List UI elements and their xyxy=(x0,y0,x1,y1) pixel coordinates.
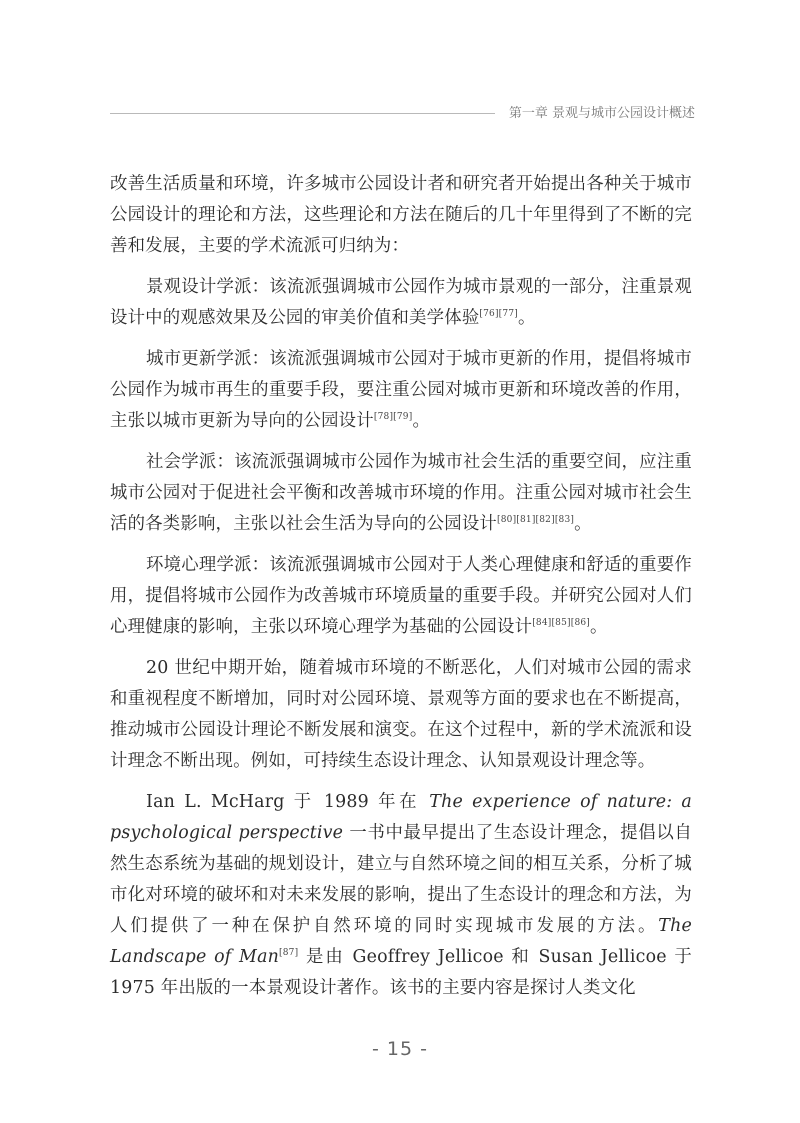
paragraph-mcharg xyxy=(110,787,692,1004)
paragraph-text: 一书中最早提出了生态设计理念，提倡以自然生态系统为基础的规划设计，建立与自然环境之间的相互关系，分析了城市化对环境的破坏和对未来发展的影响，提出了生态设计的理念和方法，为人们提供了一种在保护自然环境的同时实现城市发展的方法。 xyxy=(110,823,693,936)
paragraph-text: 景观设计学派：该流派强调城市公园作为城市景观的一部分，注重景观设计中的观感效果及公园的审美价值和美学体验 xyxy=(110,277,692,328)
paragraph-end: 。 xyxy=(590,617,608,637)
paragraph-text: 是由 Geoffrey Jellicoe 和 Susan Jellicoe 于 1975 年出版的一本景观设计著作。该书的主要内容是探讨人类文化 xyxy=(110,947,692,998)
body-text xyxy=(110,169,692,1004)
header-rule xyxy=(110,113,495,114)
book-title: The experience of nature: a psychological perspective xyxy=(110,792,692,843)
paragraph-intro xyxy=(110,169,692,262)
paragraph-end: 。 xyxy=(517,308,536,328)
paragraph-text: 改善生活质量和环境，许多城市公园设计者和研究者开始提出各种关于城市公园设计的理论和方法，这些理论和方法在随后的几十年里得到了不断的完善和发展，主要的学术流派可归纳为： xyxy=(110,174,692,256)
citation-ref: [78][79] xyxy=(373,412,413,423)
paragraph-social-school xyxy=(110,447,692,540)
paragraph-text: 20 世纪中期开始，随着城市环境的不断恶化，人们对城市公园的需求和重视程度不断增加，同时对公园环境、景观等方面的要求也在不断提高，推动城市公园设计理论不断发展和演变。在这个过程中，新的学术流派和设计理念不断出现。例如，可持续生态设计理念、认知景观设计理念等。 xyxy=(110,658,692,771)
citation-ref: [76][77] xyxy=(479,309,518,320)
paragraph-mid-century xyxy=(110,653,692,777)
citation-ref: [80][81][82][83] xyxy=(497,515,575,526)
paragraph-environmental-psychology-school xyxy=(110,550,692,643)
paragraph-end: 。 xyxy=(412,411,431,431)
paragraph-text: 城市更新学派：该流派强调城市公园对于城市更新的作用，提倡将城市公园作为城市再生的重要手段，要注重公园对城市更新和环境改善的作用，主张以城市更新为导向的公园设计 xyxy=(110,349,692,431)
chapter-title: 第一章 景观与城市公园设计概述 xyxy=(508,106,695,121)
paragraph-landscape-school xyxy=(110,272,692,334)
citation-ref: [84][85][86] xyxy=(532,618,591,629)
paragraph-urban-renewal-school xyxy=(110,344,692,437)
paragraph-text: Ian L. McHarg 于 1989 年在 xyxy=(146,792,430,812)
paragraph-end: 。 xyxy=(574,514,592,534)
book-title: The Landscape of Man xyxy=(110,916,692,967)
paragraph-text: 环境心理学派：该流派强调城市公园对于人类心理健康和舒适的重要作用，提倡将城市公园作为改善城市环境质量的重要手段。并研究公园对人们心理健康的影响，主张以环境心理学为基础的公园设计 xyxy=(110,555,692,637)
page-number: - 15 - xyxy=(372,1038,428,1060)
citation-ref: [87] xyxy=(279,948,299,959)
running-header xyxy=(110,100,695,122)
paragraph-text: 社会学派：该流派强调城市公园作为城市社会生活的重要空间，应注重城市公园对于促进社会平衡和改善城市环境的作用。注重公园对城市社会生活的各类影响，主张以社会生活为导向的公园设计 xyxy=(110,452,692,534)
